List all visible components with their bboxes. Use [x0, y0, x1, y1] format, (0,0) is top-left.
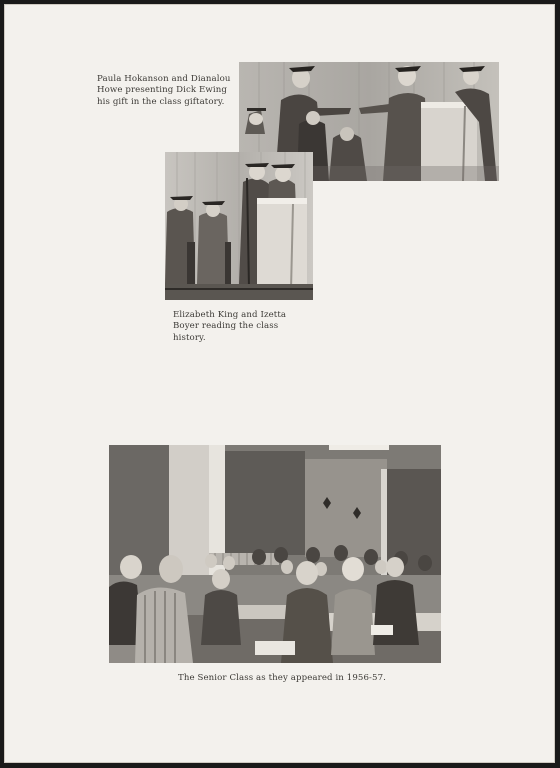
photo-class-history	[165, 152, 313, 300]
caption-line: Elizabeth King and Izetta	[173, 310, 287, 320]
caption-giftatory	[97, 74, 231, 108]
caption-line: history.	[173, 332, 206, 343]
caption-line: Paula Hokanson and Dianalou	[97, 74, 231, 84]
caption-senior-class: The Senior Class as they appeared in 1956-57.	[178, 673, 386, 683]
caption-line: Howe presenting Dick Ewing	[97, 85, 227, 96]
caption-line: Boyer reading the class	[173, 321, 279, 332]
photo-class-history-image	[165, 152, 313, 300]
photo-senior-class	[109, 445, 441, 663]
photo-senior-class-image	[109, 445, 441, 663]
yearbook-page	[4, 4, 555, 763]
caption-line: his gift in the class giftatory.	[97, 96, 225, 107]
caption-class-history	[173, 310, 286, 344]
